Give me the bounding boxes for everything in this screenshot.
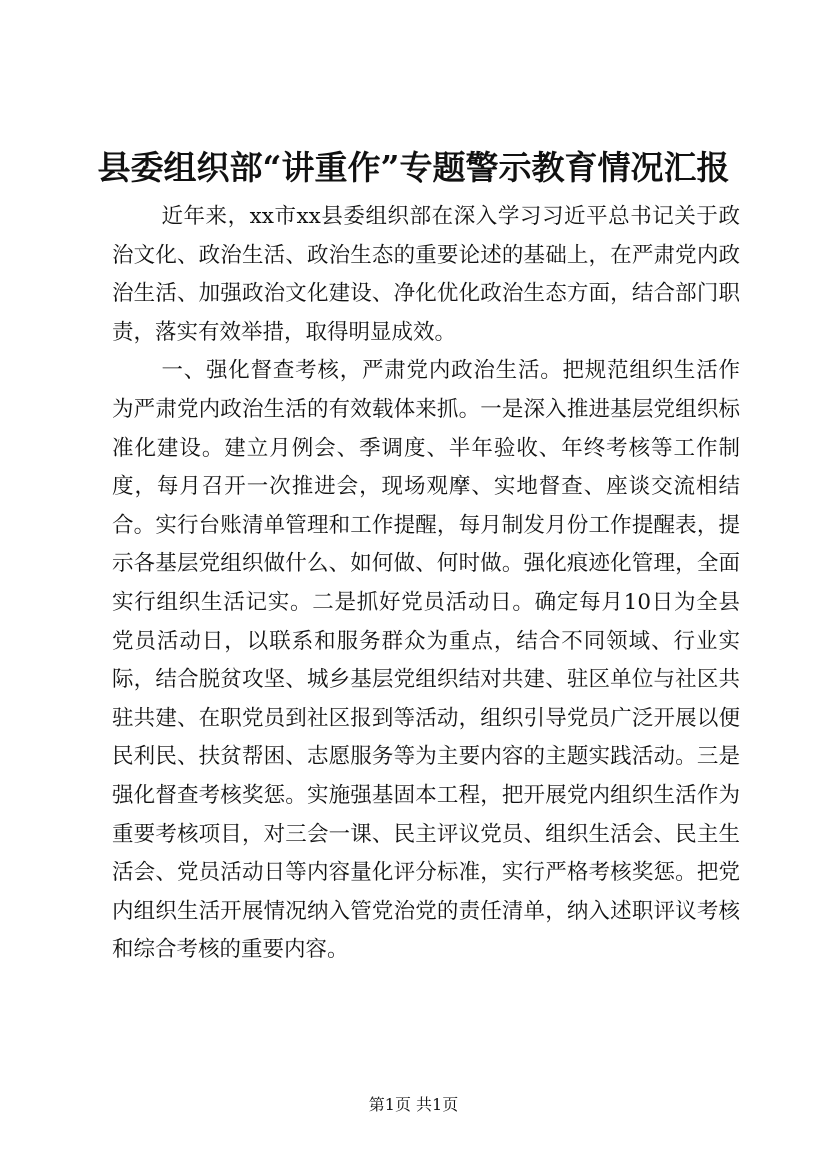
page-footer: 第1页 共1页 [368,1095,459,1114]
section-one-paragraph: 一、强化督查考核，严肃党内政治生活。把规范组织生活作为严肃党内政治生活的有效载体来抓。一是深入推进基层党组织标准化建设。建立月例会、季调度、半年验收、年终考核等工作制度，每月召开一次推进会，现场观摩、实地督查、座谈交流相结合。实行台账清单管理和工作提醒，每月制发月份工作提醒表，提示各基层党组织做什么、如何做、何时做。强化痕迹化管理，全面实行组织生活记实。二是抓好党员活动日。确定每月10日为全县党员活动日，以联系和服务群众为重点，结合不同领域、行业实际，结合脱贫攻坚、城乡基层党组织结对共建、驻区单位与社区共驻共建、在职党员到社区报到等活动，组织引导党员广泛开展以便民利民、扶贫帮困、志愿服务等为主要内容的主题实践活动。三是强化督查考核奖惩。实施强基固本工程，把开展党内组织生活作为重要考核项目，对三会一课、民主评议党员、组织生活会、民主生活会、党员活动日等内容量化评分标准，实行严格考核奖惩。把党内组织生活开展情况纳入管党治党的责任清单，纳入述职评议考核和综合考核的重要内容。 [112,358,740,963]
document-body [112,198,740,970]
intro-paragraph: 近年来，xx市xx县委组织部在深入学习习近平总书记关于政治文化、政治生活、政治生态的重要论述的基础上，在严肃党内政治生活、加强政治文化建设、净化优化政治生态方面，结合部门职责，落实有效举措，取得明显成效。 [112,204,740,345]
document-title: 县委组织部“讲重作”专题警示教育情况汇报 [97,148,730,187]
